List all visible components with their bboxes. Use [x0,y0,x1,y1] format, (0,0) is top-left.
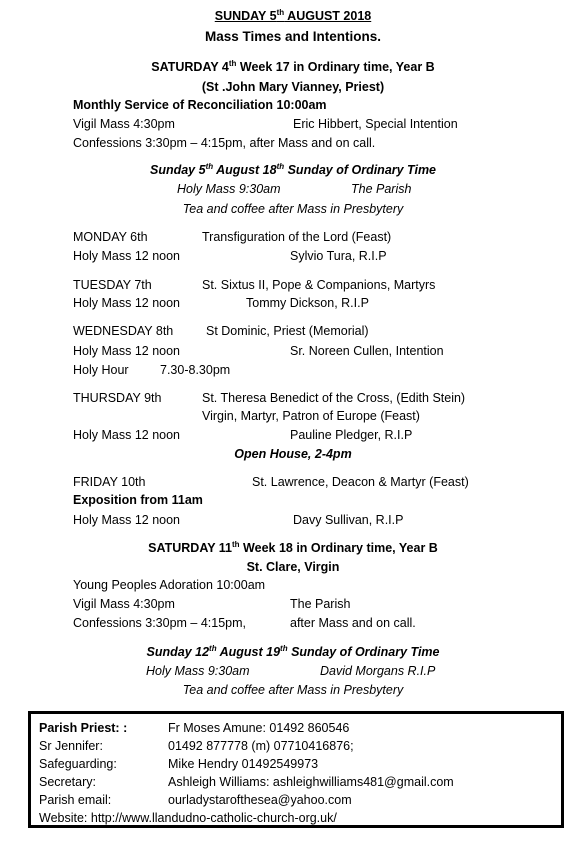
mon-day: MONDAY 6th [73,230,148,244]
wed-holy-hour-time: 7.30-8.30pm [160,363,231,377]
sun5-intention: The Parish [351,182,412,196]
page-subtitle: Mass Times and Intentions. [204,29,382,44]
sat4-heading: SATURDAY 4th Week 17 in Ordinary time, Year B [151,59,435,74]
wed-holy-hour: Holy Hour [73,363,129,377]
sun5-mass: Holy Mass 9:30am [177,182,281,196]
sun12-mass: Holy Mass 9:30am [146,664,250,678]
contact-box [28,711,564,828]
tue-day: TUESDAY 7th [73,278,152,292]
wed-feast: St Dominic, Priest (Memorial) [206,324,369,338]
sat4-reconciliation: Monthly Service of Reconciliation 10:00am [73,98,327,112]
thu-mass: Holy Mass 12 noon [73,428,181,442]
wed-day: WEDNESDAY 8th [73,324,174,338]
thu-day: THURSDAY 9th [73,391,162,405]
fri-mass: Holy Mass 12 noon [73,513,181,527]
fri-exposition: Exposition from 11am [73,493,203,507]
priest-label: Parish Priest: : [39,721,128,735]
jennifer-value: 01492 877778 (m) 07710416876; [168,739,354,753]
sun12-heading: Sunday 12th August 19th Sunday of Ordinary Time [146,644,440,659]
parish-email-link[interactable]: ourladystarofthesea@yahoo.com [168,793,352,807]
jennifer-label: Sr Jennifer: [39,739,103,753]
sat11-saint: St. Clare, Virgin [246,560,340,574]
safeguarding-label: Safeguarding: [39,757,117,771]
sat11-confessions: Confessions 3:30pm – 4:15pm, [73,616,247,630]
sun5-heading: Sunday 5th August 18th Sunday of Ordinary Time [149,162,437,177]
tue-feast: St. Sixtus II, Pope & Companions, Martyrs [202,278,436,292]
sat4-saint: (St .John Mary Vianney, Priest) [201,80,385,94]
title-text: SUNDAY 5th AUGUST 2018 [214,8,372,23]
mon-mass: Holy Mass 12 noon [73,249,181,263]
sat11-vigil: Vigil Mass 4:30pm [73,597,175,611]
parish-email-label: Parish email: [39,793,112,807]
tue-mass: Holy Mass 12 noon [73,296,181,310]
mon-intention: Sylvio Tura, R.I.P [290,249,387,263]
sun12-tea: Tea and coffee after Mass in Presbytery [182,683,404,697]
sat4-vigil: Vigil Mass 4:30pm [73,117,175,131]
sat11-confessions-tail: after Mass and on call. [290,616,416,630]
tue-intention: Tommy Dickson, R.I.P [246,296,369,310]
page-title [0,8,586,24]
website-link[interactable]: Website: http://www.llandudno-catholic-church-org.uk/ [39,811,337,825]
fri-feast: St. Lawrence, Deacon & Martyr (Feast) [252,475,469,489]
secretary-value[interactable]: Ashleigh Williams: ashleighwilliams481@gmail.com [168,775,454,789]
fri-intention: Davy Sullivan, R.I.P [293,513,404,527]
sat4-vigil-intention: Eric Hibbert, Special Intention [293,117,458,131]
thu-open-house: Open House, 2-4pm [234,447,352,461]
thu-feast-line1: St. Theresa Benedict of the Cross, (Edith Stein) [202,391,466,405]
mon-feast: Transfiguration of the Lord (Feast) [202,230,392,244]
secretary-label: Secretary: [39,775,96,789]
thu-feast-line2: Virgin, Martyr, Patron of Europe (Feast) [202,409,420,423]
wed-mass: Holy Mass 12 noon [73,344,181,358]
sat11-adoration: Young Peoples Adoration 10:00am [73,578,266,592]
sun12-intention: David Morgans R.I.P [320,664,436,678]
sat11-vigil-intention: The Parish [290,597,351,611]
sun5-tea: Tea and coffee after Mass in Presbytery [182,202,404,216]
priest-value: Fr Moses Amune: 01492 860546 [168,721,350,735]
thu-intention: Pauline Pledger, R.I.P [290,428,413,442]
wed-intention: Sr. Noreen Cullen, Intention [290,344,444,358]
safeguarding-value: Mike Hendry 01492549973 [168,757,319,771]
sat11-heading: SATURDAY 11th Week 18 in Ordinary time, Year B [148,540,438,555]
sat4-confessions: Confessions 3:30pm – 4:15pm, after Mass and on call. [73,136,376,150]
fri-day: FRIDAY 10th [73,475,146,489]
